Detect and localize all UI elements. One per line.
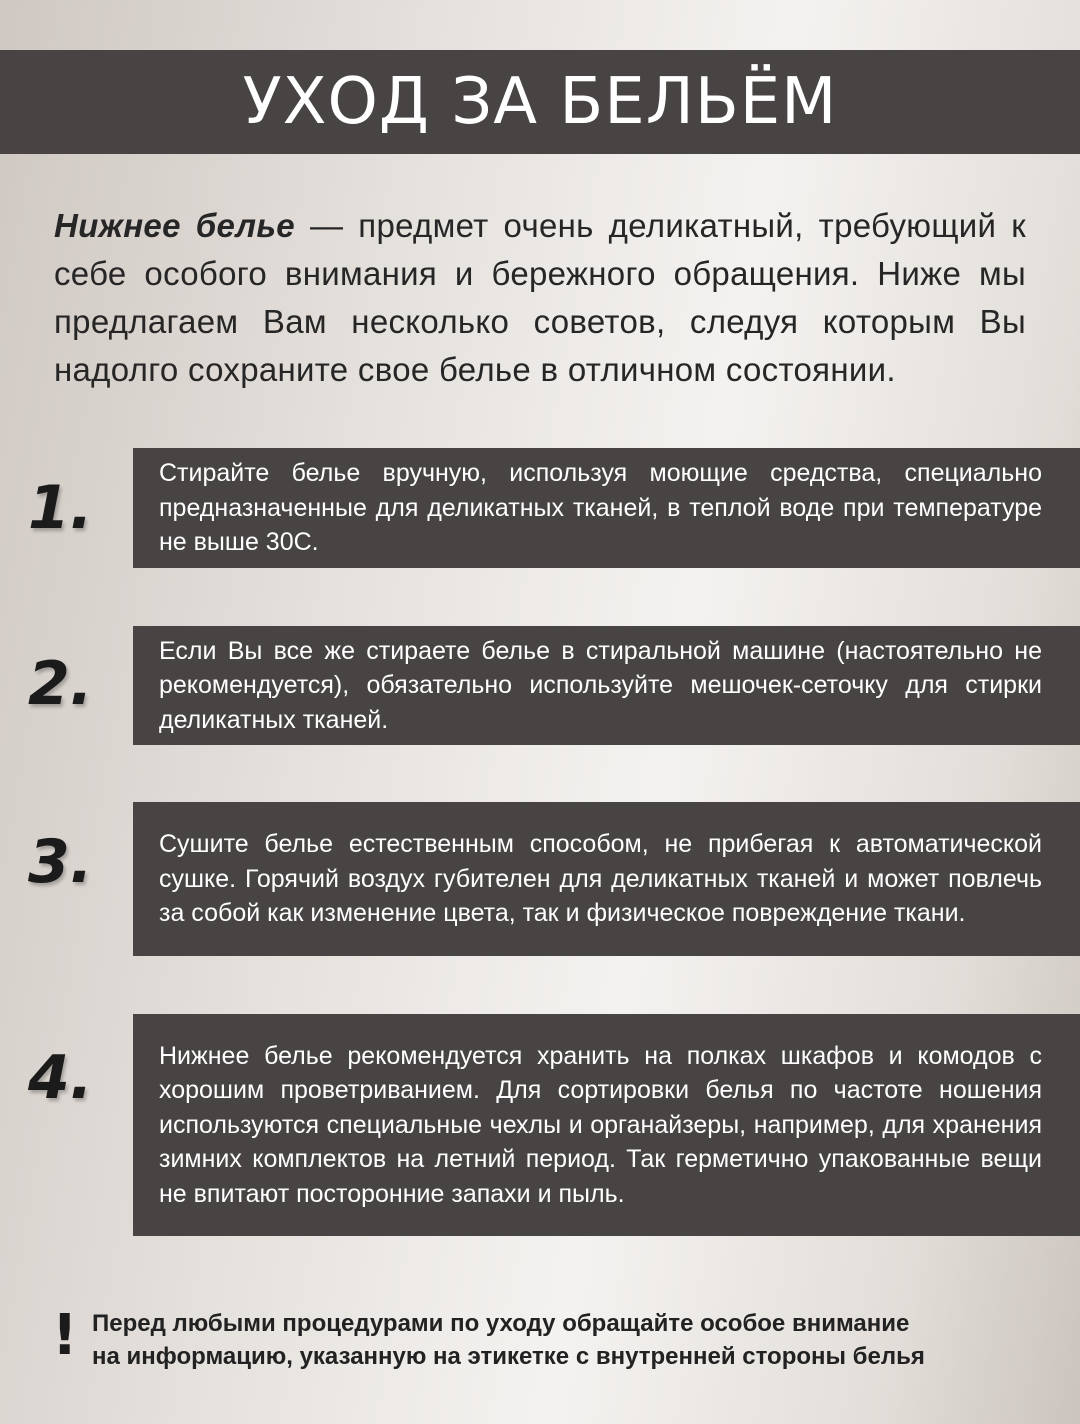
intro-body: — предмет очень деликатный, требующий к себе особого внимания и бережного обращения. Ниже мы предлагаем Вам несколько советов, следуя которым Вы надолго сохраните свое белье в отличном состоянии.	[54, 207, 1027, 388]
warning-note	[52, 1305, 1052, 1375]
tip-box	[133, 802, 1080, 956]
tip-text: Сушите белье естественным способом, не прибегая к автоматической сушке. Горячий воздух губителен для деликатных тканей и может повлечь за собой как изменение цвета, так и физическое повреждение ткани.	[159, 830, 1042, 928]
tip-text: Нижнее белье рекомендуется хранить на полках шкафов и комодов с хорошим проветриванием. Для сортировки белья по частоте ношения используются специальные чехлы и органайзеры, например, для хранения зимних комплектов на летний период. Так герметично упакованные вещи не впитают посторонние запахи и пыль.	[159, 1041, 1042, 1208]
warning-text	[92, 1307, 925, 1373]
page-title: УХОД ЗА БЕЛЬЁМ	[242, 65, 838, 139]
tip-text: Если Вы все же стираете белье в стиральной машине (настоятельно не рекомендуется), обязательно используйте мешочек-сеточку для стирки деликатных тканей.	[159, 636, 1042, 734]
intro-paragraph	[54, 202, 1026, 394]
warning-line-1: Перед любыми процедурами по уходу обращайте особое внимание	[92, 1310, 910, 1337]
tip-box	[133, 1014, 1080, 1236]
warning-line-2: на информацию, указанную на этикетке с внутренней стороны белья	[92, 1343, 925, 1370]
tip-box	[133, 626, 1080, 745]
title-bar	[0, 50, 1080, 154]
tip-box	[133, 448, 1080, 568]
tip-text: Стирайте белье вручную, используя моющие средства, специально предназначенные для деликатных тканей, в теплой воде при температуре не выше 30С.	[159, 459, 1042, 557]
intro-lead: Нижнее белье	[54, 207, 295, 244]
tip-number: 4.	[28, 1043, 93, 1113]
tip-number: 1.	[28, 473, 93, 543]
tip-number: 3.	[28, 827, 93, 897]
tip-number: 2.	[28, 649, 93, 719]
exclamation-icon: !	[52, 1303, 78, 1368]
